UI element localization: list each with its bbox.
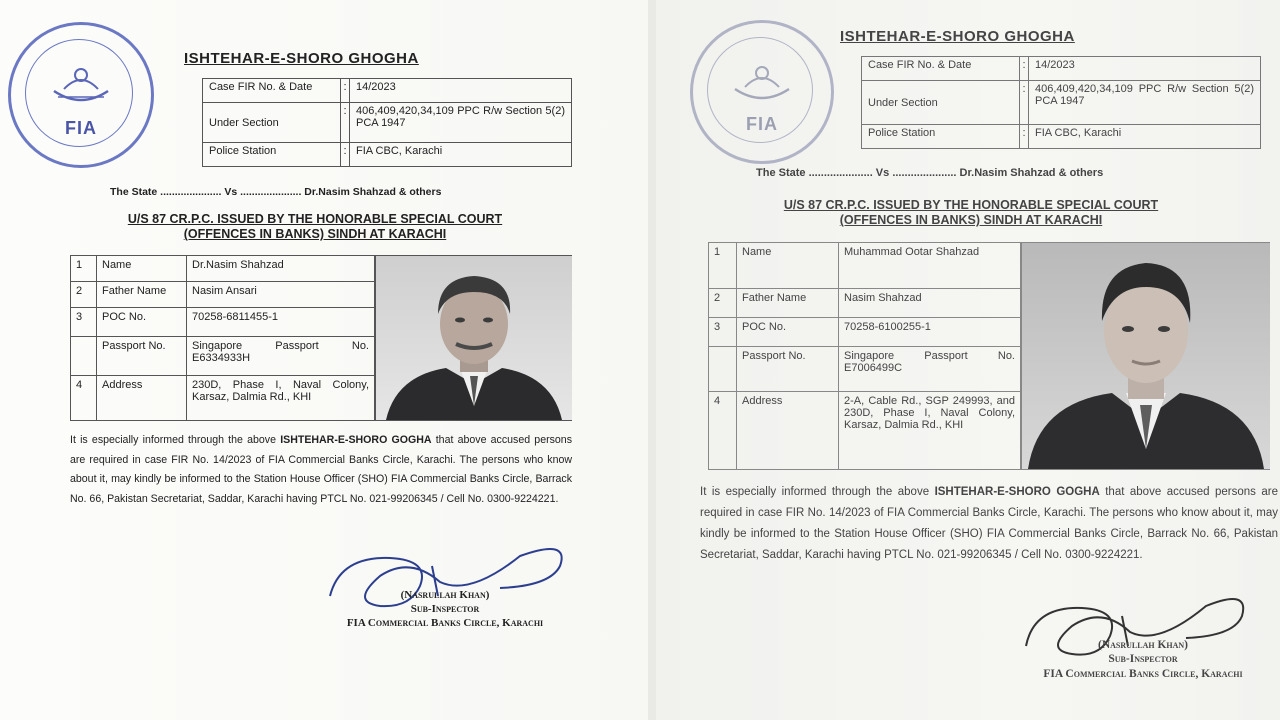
case-label: Under Section [203,103,341,143]
court-line: (OFFENCES IN BANKS) SINDH AT KARACHI [183,227,447,241]
court-line: U/S 87 CR.P.C. ISSUED BY THE HONORABLE SPECIAL COURT [127,212,503,226]
fia-seal [8,22,154,168]
detail-row: 2 Father Name Nasim Shahzad [709,289,1021,318]
emblem-icon [727,59,797,109]
case-label: Case FIR No. & Date [862,57,1020,81]
case-value: 406,409,420,34,109 PPC R/w Section 5(2) PCA 1947 [350,103,572,143]
officer-name: (Nasrullah Khan) [400,589,490,601]
detail-row: 3 POC No. 70258-6100255-1 [709,318,1021,347]
signature-block [1008,638,1278,681]
detail-row: 4 Address 230D, Phase I, Naval Colony, Karsaz, Dalmia Rd., KHI [71,376,375,420]
notice-paragraph: It is especially informed through the above ISHTEHAR-E-SHORO GOGHA that above accused persons are required in case FIR No. 14/2023 of FIA Commercial Banks Circle, Karachi. The persons who know about it, may kindly be informed to the Station House Officer (SHO) FIA Commercial Banks Circle, Barrack No. 66, Pakistan Secretariat, Saddar, Karachi having PTCL No. 021-99206345 / Cell No. 0300-9224221. [700,486,1279,561]
portrait-icon [1022,243,1270,469]
case-table [202,78,572,167]
case-value: FIA CBC, Karachi [1029,125,1261,149]
court-line: (OFFENCES IN BANKS) SINDH AT KARACHI [839,213,1103,227]
case-row: Case FIR No. & Date : 14/2023 [203,79,572,103]
right-notice-page [656,0,1280,720]
accused-details [70,255,572,421]
notice-bold: ISHTEHAR-E-SHORO GOGHA [280,434,432,446]
case-label: Case FIR No. & Date [203,79,341,103]
detail-row: 1 Name Dr.Nasim Shahzad [71,256,375,282]
notice-bold: ISHTEHAR-E-SHORO GOGHA [934,486,1100,498]
detail-row: 3 POC No. 70258-6811455-1 [71,308,375,337]
case-label: Police Station [203,143,341,167]
case-label: Police Station [862,125,1020,149]
detail-row: 2 Father Name Nasim Ansari [71,282,375,308]
case-label: Under Section [862,81,1020,125]
officer-rank: Sub-Inspector [410,602,480,615]
fia-seal [690,20,834,164]
case-value: FIA CBC, Karachi [350,143,572,167]
case-row: Case FIR No. & Date : 14/2023 [862,57,1261,81]
case-value: 406,409,420,34,109 PPC R/w Section 5(2) PCA 1947 [1029,81,1261,125]
notice-title: ISHTEHAR-E-SHORO GHOGHA [184,50,419,67]
detail-row: 1 Name Muhammad Ootar Shahzad [709,243,1021,289]
officer-unit: FIA Commercial Banks Circle, Karachi [346,616,544,629]
case-row: Police Station : FIA CBC, Karachi [203,143,572,167]
signature-block [330,589,560,630]
case-value: 14/2023 [350,79,572,103]
notice-paragraph: It is especially informed through the above ISHTEHAR-E-SHORO GOGHA that above accused persons are required in case FIR No. 14/2023 of FIA Commercial Banks Circle, Karachi. The persons who know about it, may kindly be informed to the Station House Officer (SHO) FIA Commercial Banks Circle, Barrack No. 66, Pakistan Secretariat, Saddar, Karachi having PTCL No. 021-99206345 / Cell No. 0300-9224221. [70,434,572,505]
accused-details [708,242,1270,470]
emblem-icon [46,61,116,111]
officer-rank: Sub-Inspector [1108,653,1178,666]
case-row: Police Station : FIA CBC, Karachi [862,125,1261,149]
court-heading [90,212,540,242]
state-line: The State ..................... Vs ..................... Dr.Nasim Shahzad & others [756,167,1104,179]
detail-row: Passport No. Singapore Passport No. E7006499C [709,347,1021,392]
portrait-icon [376,256,572,420]
detail-row: Passport No. Singapore Passport No. E6334933H [71,337,375,376]
case-row: Under Section : 406,409,420,34,109 PPC R/w Section 5(2) PCA 1947 [862,81,1261,125]
case-row: Under Section : 406,409,420,34,109 PPC R/w Section 5(2) PCA 1947 [203,103,572,143]
accused-photo [375,256,572,420]
detail-row: 4 Address 2-A, Cable Rd., SGP 249993, and 230D, Phase I, Naval Colony, Karsaz, Dalmia Rd., KHI [709,392,1021,469]
seal-text: FIA [746,114,778,134]
notice-title: ISHTEHAR-E-SHORO GHOGHA [840,28,1075,45]
case-value: 14/2023 [1029,57,1261,81]
court-line: U/S 87 CR.P.C. ISSUED BY THE HONORABLE SPECIAL COURT [783,198,1159,212]
seal-text: FIA [65,118,97,138]
officer-name: (Nasrullah Khan) [1097,639,1188,651]
officer-unit: FIA Commercial Banks Circle, Karachi [1043,667,1243,680]
state-line: The State ..................... Vs ..................... Dr.Nasim Shahzad & others [110,186,442,198]
court-heading [726,198,1216,228]
case-table [861,56,1261,149]
accused-photo [1021,243,1270,469]
